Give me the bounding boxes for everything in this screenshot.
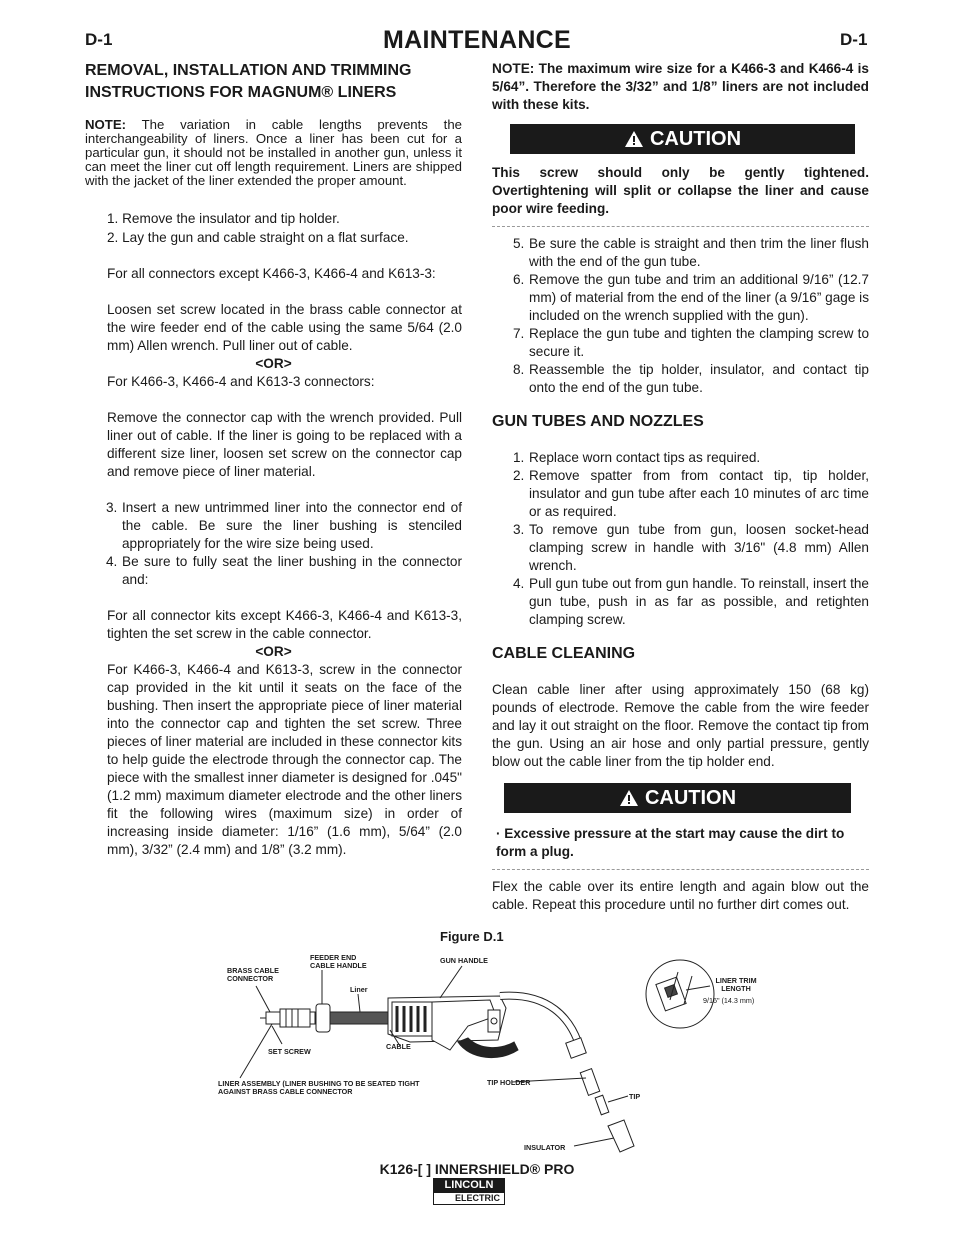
lincoln-electric-logo [433, 1178, 505, 1204]
page-code-right: D-1 [840, 30, 868, 49]
logo-bottom: ELECTRIC [433, 1193, 505, 1205]
gun-step-4 [492, 575, 869, 629]
label-feeder-end: FEEDER END CABLE HANDLE [310, 953, 367, 970]
gun-step-3-number: 3. [513, 522, 525, 537]
note-label: NOTE: [85, 117, 127, 132]
caution-banner-1 [510, 124, 855, 154]
step-7-number: 7. [513, 326, 525, 341]
caution-1-text: This screw should only be gently tightened. Overtightening will split or collapse the liner and cause poor wire feeding. [492, 165, 869, 216]
or-separator-1: <OR> [255, 356, 292, 371]
gun-step-1-number: 1. [513, 450, 525, 465]
caution-label-2: CAUTION [644, 787, 737, 809]
label-tip: TIP [629, 1092, 641, 1101]
step-4-number: 4. [106, 554, 118, 569]
label-brass-connector: BRASS CABLE CONNECTOR [227, 966, 279, 983]
figure-caption: Figure D.1 [440, 929, 504, 944]
step-6 [492, 271, 869, 325]
gun-step-2 [492, 467, 869, 521]
footer-model: K126-[ ] INNERSHIELD® PRO [379, 1161, 575, 1177]
left-column [85, 60, 462, 859]
step-1: 1. Remove the insulator and tip holder. [107, 211, 340, 226]
step-5-text: Be sure the cable is straight and then trim the liner flush with the end of the gun tube. [529, 236, 869, 269]
warning-triangle-icon [624, 130, 644, 148]
step-7 [492, 325, 869, 361]
label-insulator: INSULATOR [524, 1143, 566, 1152]
gun-tubes-heading: GUN TUBES AND NOZZLES [492, 413, 704, 430]
top-note: NOTE: The maximum wire size for a K466-3 and K466-4 is 5/64”. Therefore the 3/32” and 1/8” liners are not included with these kits. [492, 61, 869, 112]
label-gun-handle: GUN HANDLE [440, 956, 488, 965]
step-2: 2. Lay the gun and cable straight on a flat surface. [107, 230, 409, 245]
gun-step-2-text: Remove spatter from from contact tip, tip holder, insulator and gun tube after each 10 minutes of arc time or as required. [529, 468, 869, 519]
cable-cleaning-heading: CABLE CLEANING [492, 645, 636, 662]
gun-tube-steps [492, 449, 869, 629]
label-liner-assembly: LINER ASSEMBLY (LINER BUSHING TO BE SEATED TIGHT AGAINST BRASS CABLE CONNECTOR [218, 1079, 420, 1096]
caution-banner-2 [504, 783, 851, 813]
step-6-number: 6. [513, 272, 525, 287]
steps-5-8 [492, 235, 869, 397]
for-all-except-text: For all connectors except K466-3, K466-4 and K613-3: [107, 266, 436, 281]
step-3-number: 3. [106, 500, 118, 515]
gun-step-3-text: To remove gun tube from gun, loosen socket-head clamping screw in handle with 3/16" (4.8 mm) Allen wrench. [529, 522, 869, 573]
gun-step-1 [492, 449, 869, 467]
gun-step-1-text: Replace worn contact tips as required. [529, 450, 761, 465]
step-4-text: Be sure to fully seat the liner bushing in the connector and: [122, 554, 462, 587]
step-5-number: 5. [513, 236, 525, 251]
remove-cap-text: Remove the connector cap with the wrench provided. Pull liner out of cable. If the liner is going to be replaced with a different size liner, loosen set screw on the connector cap and remove piece of liner material. [107, 410, 462, 479]
gun-step-3 [492, 521, 869, 575]
step-3 [85, 499, 462, 553]
label-trim-dimension: 9/16" (14.3 mm) [703, 996, 755, 1005]
warning-triangle-icon [619, 789, 639, 807]
flex-text: Flex the cable over its entire length and again blow out the cable. Repeat this procedure until no further dirt comes out. [492, 879, 869, 912]
for-all-kits-text: For all connector kits except K466-3, K466-4 and K613-3, tighten the set screw in the cable connector. [107, 608, 462, 641]
gun-step-2-number: 2. [513, 468, 525, 483]
step-5 [492, 235, 869, 271]
step-6-text: Remove the gun tube and trim an additional 9/16” (12.7 mm) of material from the end of the liner (a 9/16” gage is included on the wrench supplied with the gun). [529, 272, 869, 323]
label-tip-holder: TIP HOLDER [487, 1078, 531, 1087]
cable-cleaning-text: Clean cable liner after using approximately 150 (68 kg) pounds of electrode. Remove the cable from the wire feeder and lay it out straight on the floor. Remove the contact tip from the gun. Using an air hose and only partial pressure, gently blow out the cable liner from the tip holder end. [492, 682, 869, 769]
divider-1 [492, 226, 869, 227]
step-8-text: Reassemble the tip holder, insulator, and contact tip onto the end of the gun tube. [529, 362, 869, 395]
or-separator-2: <OR> [255, 644, 292, 659]
caution-2-text: · Excessive pressure at the start may cause the dirt to form a plug. [496, 826, 845, 859]
note-paragraph [85, 118, 462, 188]
caution-label-1: CAUTION [649, 128, 742, 150]
note-text: The variation in cable lengths prevents the interchangeability of liners. Once a liner has been cut for a particular gun, it should not be installed in another gun, unless it can meet the liner cut off length requirement. Liners are shipped with the jacket of the liner extended the proper amount. [85, 117, 463, 188]
right-column [492, 60, 869, 914]
step-8 [492, 361, 869, 397]
for-k466-screw-text: For K466-3, K466-4 and K613-3, screw in the connector cap provided in the kit until it seats on the face of the bushing. Then insert the appropriate piece of liner material into the connector cap and tighten the set screw. Three pieces of liner material are included in these connector kits to help guide the electrode through the connector cap. The piece with the smallest inner diameter is designed for .045" (1.2 mm) maximum diameter electrode and the other liners fit the following wires (maximum size) in order of increasing inside diameter: 1/16” (1.6 mm), 5/64” (2.0 mm), 3/32” (2.4 mm) and 1/8” (3.2 mm). [107, 662, 462, 857]
label-liner: Liner [350, 985, 368, 994]
section-heading-liners: REMOVAL, INSTALLATION AND TRIMMING INSTRUCTIONS FOR MAGNUM® LINERS [85, 62, 412, 101]
label-cable: CABLE [386, 1042, 411, 1051]
for-k466-text: For K466-3, K466-4 and K613-3 connectors: [107, 374, 375, 389]
step-3-text: Insert a new untrimmed liner into the connector end of the cable. Be sure the liner bushing is stenciled appropriately for the wire size being used. [122, 500, 462, 551]
step-7-text: Replace the gun tube and tighten the clamping screw to secure it. [529, 326, 869, 359]
loosen-text: Loosen set screw located in the brass cable connector at the wire feeder end of the cable using the same 5/64 (2.0 mm) Allen wrench. Pull liner out of cable. [107, 302, 462, 353]
step-8-number: 8. [513, 362, 525, 377]
gun-step-4-number: 4. [513, 576, 525, 591]
page-title: MAINTENANCE [382, 26, 572, 54]
brass-connector-shape [266, 1012, 280, 1024]
step-4 [85, 553, 462, 589]
label-set-screw: SET SCREW [268, 1047, 311, 1056]
gun-step-4-text: Pull gun tube out from gun handle. To reinstall, insert the gun tube, push in as far as possible, and retighten clamping screw. [529, 576, 869, 627]
label-liner-trim: LINER TRIM LENGTH [715, 976, 757, 993]
divider-2 [492, 869, 869, 870]
logo-top: LINCOLN [433, 1178, 505, 1193]
page-code-left: D-1 [85, 30, 113, 49]
